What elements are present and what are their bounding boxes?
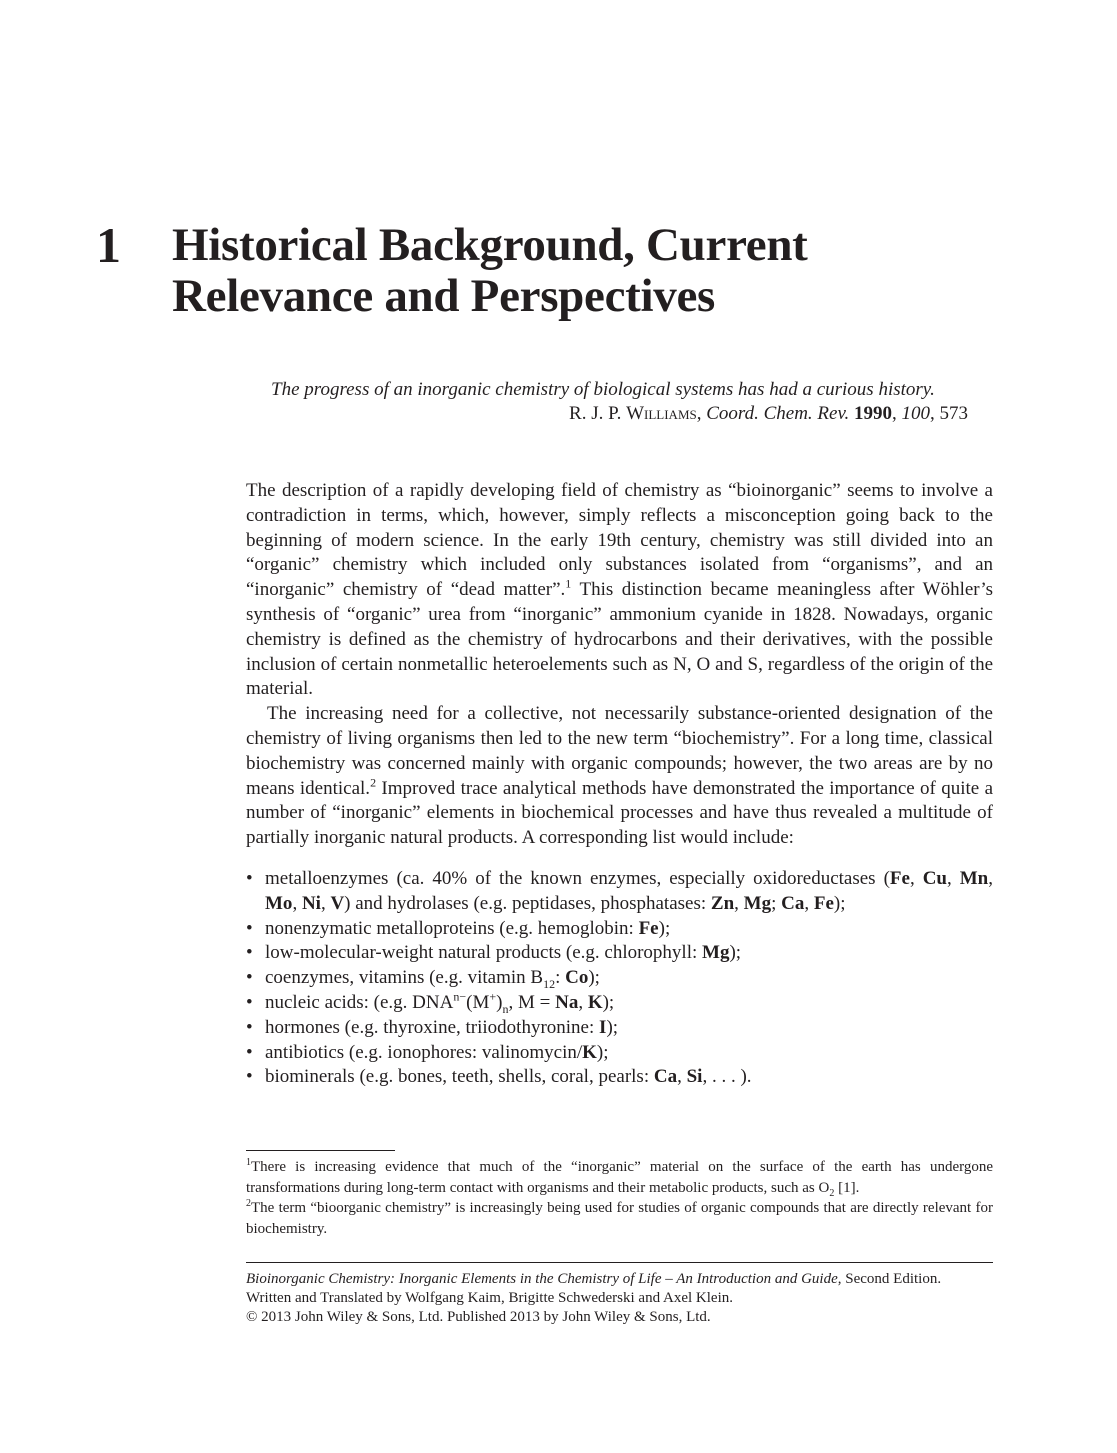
epigraph-page: , 573 xyxy=(930,403,968,424)
footnote-2: $^2$The term “bioorganic chemistry” is increasingly being used for studies of organic compounds that are directly relevant for biochemistry. xyxy=(246,1198,993,1237)
epigraph-attribution: R. J. P. Williams, Coord. Chem. Rev. 1990, 100, 573 xyxy=(569,403,968,424)
bullet-icon: • xyxy=(246,942,253,964)
book-info-divider xyxy=(246,1262,993,1263)
epigraph-journal: Coord. Chem. Rev. xyxy=(706,403,850,424)
epigraph-separator: , xyxy=(696,403,707,424)
body-text xyxy=(246,479,993,1090)
epigraph-year: 1990 xyxy=(854,403,892,424)
epigraph-volume: 100 xyxy=(901,403,930,424)
epigraph-author-initials: R. J. P. xyxy=(569,403,627,424)
epigraph-author-name: Williams xyxy=(626,403,697,424)
chapter-number: 1 xyxy=(96,217,121,273)
epigraph-quote: The progress of an inorganic chemistry of biological systems has had a curious history. xyxy=(271,379,935,400)
book-edition: , Second Edition. xyxy=(837,1271,942,1287)
list-item: • low-molecular-weight natural products (e.g. chlorophyll: Mg); xyxy=(246,941,993,966)
epigraph xyxy=(271,378,968,426)
list-item: • biominerals (e.g. bones, teeth, shells, coral, pearls: Ca, Si, . . . ). xyxy=(246,1065,993,1090)
list-item: • nonenzymatic metalloproteins (e.g. hemoglobin: Fe); xyxy=(246,917,993,942)
bullet-icon: • xyxy=(246,867,253,889)
bullet-icon: • xyxy=(246,1016,253,1038)
paragraph-2-text-b: Improved trace analytical methods have demonstrated the importance of quite a number of “inorganic” elements in biochemical processes and have thus revealed a multitude of partially inorganic natural products. A corresponding list would include: xyxy=(246,777,993,849)
bullet-icon: • xyxy=(246,1066,253,1088)
book-info xyxy=(246,1262,993,1327)
chapter-title xyxy=(172,220,1032,322)
paragraph-1-text-a: The description of a rapidly developing field of chemistry as “bioinorganic” seems to involve a contradiction in terms, which, however, simply reflects a misconception going back to the beginning of modern science. In the early 19th century, chemistry was still divided into an “organic” chemistry which included only substances isolated from “organisms”, and an “inorganic” chemistry of “dead matter”. xyxy=(246,480,993,601)
list-item: • nucleic acids: (e.g. $DNA^{n-}(M^+)_n$, M = Na, K); xyxy=(246,989,615,1016)
chapter-title-line-2: Relevance and Perspectives xyxy=(172,270,716,322)
paragraph-1-text-b: This distinction became meaningless after Wöhler’s synthesis of “organic” urea from “inorganic” ammonium cyanide in 1828. Nowadays, organic chemistry is defined as the chemistry of hydrocarbons and their derivatives, with the possible inclusion of certain nonmetallic heteroelements such as N, O and S, regardless of the origin of the material. xyxy=(246,579,993,700)
list-item: • antibiotics (e.g. ionophores: valinomycin/K); xyxy=(246,1041,993,1066)
list-item: • coenzymes, vitamins (e.g. vitamin $B_{12}$: Co); xyxy=(246,967,600,991)
bullet-icon: • xyxy=(246,917,253,939)
chapter-title-line-1: Historical Background, Current xyxy=(172,219,808,271)
book-copyright: © 2013 John Wiley & Sons, Ltd. Published 2013 by John Wiley & Sons, Ltd. xyxy=(246,1309,711,1325)
footnote-1: $^1$There is increasing evidence that much of the “inorganic” material on the surface of the earth has undergone transformations during long-term contact with organisms and their metabolic products, such as $O_2$ [1]. xyxy=(246,1157,993,1199)
bullet-icon: • xyxy=(246,1041,253,1063)
paragraph-1 xyxy=(246,479,993,702)
book-authors: Written and Translated by Wolfgang Kaim, Brigitte Schwederski and Axel Klein. xyxy=(246,1290,733,1306)
book-title: Bioinorganic Chemistry: Inorganic Elements in the Chemistry of Life – An Introduction and Guide xyxy=(246,1271,838,1287)
footnote-ref-1: 1 xyxy=(565,576,572,591)
natural-products-list xyxy=(246,867,993,1090)
bullet-icon: • xyxy=(246,991,253,1013)
footnotes xyxy=(246,1150,993,1239)
footnote-ref-2: 2 xyxy=(370,775,377,790)
bullet-icon: • xyxy=(246,967,253,989)
book-title-line xyxy=(246,1270,993,1289)
list-item: • metalloenzymes (ca. 40% of the known enzymes, especially oxidoreductases (Fe, Cu, Mn, Mo, Ni, V) and hydrolases (e.g. peptidases, phosphatases: Zn, Mg; Ca, Fe); xyxy=(246,867,993,914)
list-item: • hormones (e.g. thyroxine, triiodothyronine: I); xyxy=(246,1016,993,1041)
footnote-divider xyxy=(246,1150,395,1151)
footnote-2-mark: 2 xyxy=(246,1198,251,1209)
paragraph-2 xyxy=(246,702,993,851)
paragraph-2-text-a: The increasing need for a collective, not necessarily substance-oriented designation of the chemistry of living organisms then led to the new term “biochemistry”. For a long time, classical biochemistry was concerned mainly with organic compounds; however, the two areas are by no means identical. xyxy=(246,703,993,799)
footnote-1-mark: 1 xyxy=(246,1157,251,1168)
